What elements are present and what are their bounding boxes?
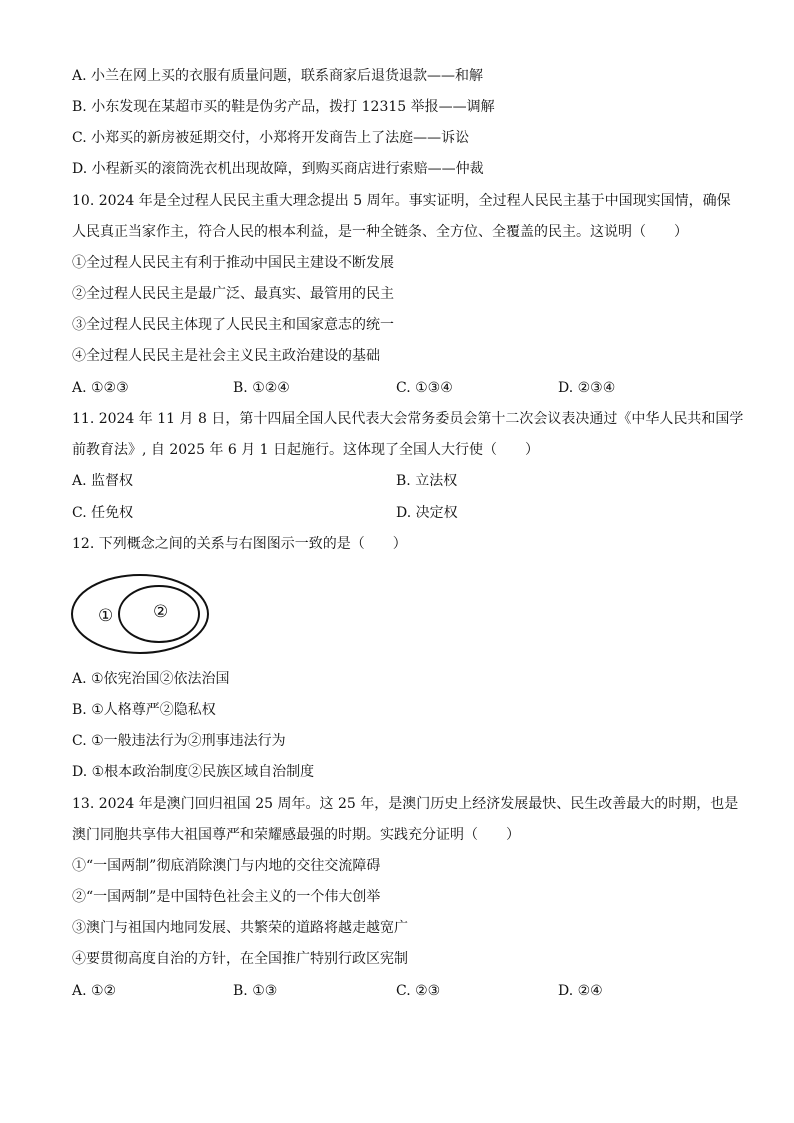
q10-statement-3: ③全过程人民民主体现了人民民主和国家意志的统一: [72, 317, 394, 333]
q12-stem: 12. 下列概念之间的关系与右图图示一致的是（ ）: [72, 536, 407, 552]
venn-diagram: [70, 572, 212, 656]
q9-option-b: B. 小东发现在某超市买的鞋是伪劣产品，拨打 12315 举报——调解: [72, 99, 495, 115]
q9-option-c: C. 小郑买的新房被延期交付，小郑将开发商告上了法庭——诉讼: [72, 130, 470, 146]
q11-stem-line-2: 前教育法》, 自 2025 年 6 月 1 日起施行。这体现了全国人大行使（ ）: [72, 442, 540, 458]
q13-stem-line-2: 澳门同胞共享伟大祖国尊严和荣耀感最强的时期。实践充分证明（ ）: [72, 827, 520, 843]
q11-option-b: B. 立法权: [396, 473, 458, 489]
q11-stem-line-1: 11. 2024 年 11 月 8 日，第十四届全国人民代表大会常务委员会第十二次会议表决通过《中华人民共和国学: [72, 411, 744, 427]
q10-option-c: C. ①③④: [396, 380, 453, 396]
q13-stem-line-1: 13. 2024 年是澳门回归祖国 25 周年。这 25 年，是澳门历史上经济发展最快、民生改善最大的时期，也是: [72, 796, 739, 812]
q12-option-d: D. ①根本政治制度②民族区域自治制度: [72, 764, 315, 780]
q13-statement-1: ①“一国两制”彻底消除澳门与内地的交往交流障碍: [72, 858, 381, 874]
q10-option-a: A. ①②③: [72, 380, 129, 396]
q13-option-b: B. ①③: [233, 983, 278, 999]
q13-option-c: C. ②③: [396, 983, 441, 999]
inner-label: ②: [153, 602, 169, 622]
q13-statement-2: ②“一国两制”是中国特色社会主义的一个伟大创举: [72, 889, 381, 905]
q13-statement-4: ④要贯彻高度自治的方针，在全国推广特别行政区宪制: [72, 951, 408, 967]
q12-option-a: A. ①依宪治国②依法治国: [72, 671, 230, 687]
q13-statement-3: ③澳门与祖国内地同发展、共繁荣的道路将越走越宽广: [72, 920, 408, 936]
q10-statement-2: ②全过程人民民主是最广泛、最真实、最管用的民主: [72, 286, 394, 302]
q10-stem-line-1: 10. 2024 年是全过程人民民主重大理念提出 5 周年。事实证明，全过程人民民主基于中国现实国情，确保: [72, 193, 731, 209]
q10-statement-1: ①全过程人民民主有利于推动中国民主建设不断发展: [72, 255, 394, 271]
outer-label: ①: [98, 606, 114, 626]
q10-statement-4: ④全过程人民民主是社会主义民主政治建设的基础: [72, 348, 380, 364]
q11-option-c: C. 任免权: [72, 505, 134, 521]
q10-stem-line-2: 人民真正当家作主，符合人民的根本利益，是一种全链条、全方位、全覆盖的民主。这说明（ ）: [72, 224, 688, 240]
q13-option-a: A. ①②: [72, 983, 117, 999]
outer-ellipse: [72, 575, 208, 653]
q13-option-d: D. ②④: [558, 983, 603, 999]
q12-option-b: B. ①人格尊严②隐私权: [72, 702, 216, 718]
q10-option-d: D. ②③④: [558, 380, 616, 396]
q9-option-d: D. 小程新买的滚筒洗衣机出现故障，到购买商店进行索赔——仲裁: [72, 161, 484, 177]
q12-option-c: C. ①一般违法行为②刑事违法行为: [72, 733, 286, 749]
q11-option-d: D. 决定权: [396, 505, 458, 521]
q10-option-b: B. ①②④: [233, 380, 290, 396]
q11-option-a: A. 监督权: [72, 473, 134, 489]
q9-option-a: A. 小兰在网上买的衣服有质量问题，联系商家后退货退款——和解: [72, 68, 484, 84]
